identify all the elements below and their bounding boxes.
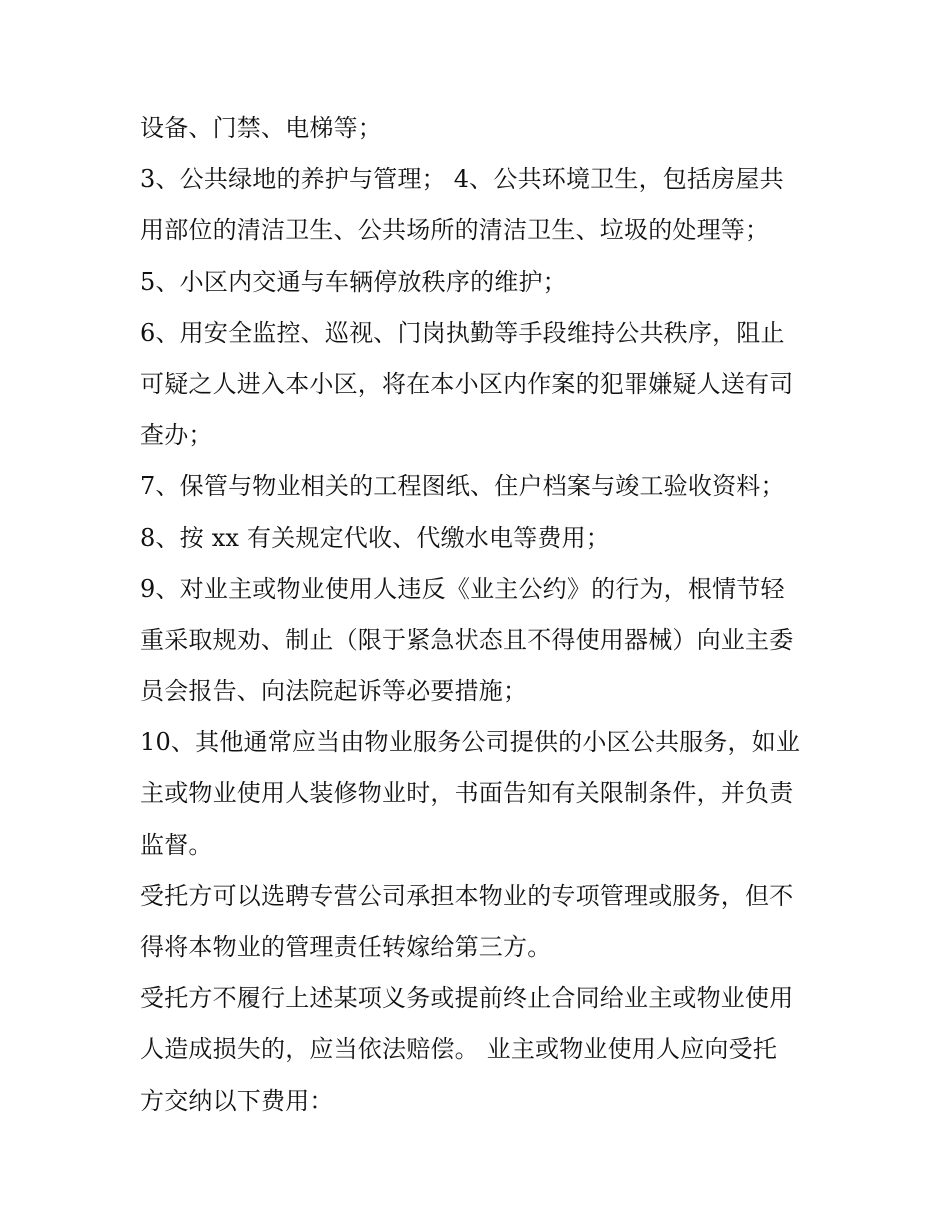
text-line: 员会报告、向法院起诉等必要措施； <box>140 677 528 706</box>
document-body <box>140 103 820 1127</box>
text-line: 8、按 xx 有关规定代收、代缴水电等费用； <box>140 523 610 552</box>
text-line: 方交纳以下费用： <box>140 1086 334 1115</box>
text-line: 设备、门禁、电梯等； <box>140 114 382 142</box>
text-line: 用部位的清洁卫生、公共场所的清洁卫生、垃圾的处理等； <box>140 216 770 245</box>
text-line: 可疑之人进入本小区，将在本小区内作案的犯罪嫌疑人送有司 <box>140 369 794 398</box>
text-line: 重采取规劝、制止（限于紧急状态且不得使用器械）向业主委 <box>140 625 794 654</box>
text-line: 3、公共绿地的养护与管理； 4、公共环境卫生，包括房屋共 <box>140 165 784 194</box>
text-line: 5、小区内交通与车辆停放秩序的维护； <box>140 267 567 296</box>
text-line: 6、用安全监控、巡视、门岗执勤等手段维持公共秩序，阻止 <box>140 318 785 347</box>
text-line: 7、保管与物业相关的工程图纸、住户档案与竣工验收资料； <box>140 472 785 501</box>
text-line: 得将本物业的管理责任转嫁给第三方。 <box>140 933 552 961</box>
text-line: 受托方可以选聘专营公司承担本物业的专项管理或服务，但不 <box>140 881 794 910</box>
text-line: 查办； <box>140 421 213 450</box>
text-line: 受托方不履行上述某项义务或提前终止合同给业主或物业使用 <box>140 984 794 1013</box>
text-line: 人造成损失的，应当依法赔偿。 业主或物业使用人应向受托 <box>140 1035 778 1064</box>
text-line: 主或物业使用人装修物业时，书面告知有关限制条件，并负责 <box>140 779 794 808</box>
text-line: 10、其他通常应当由物业服务公司提供的小区公共服务，如业 <box>140 728 801 757</box>
text-line: 监督。 <box>140 830 213 859</box>
text-line: 9、对业主或物业使用人违反《业主公约》的行为，根情节轻 <box>140 574 785 603</box>
